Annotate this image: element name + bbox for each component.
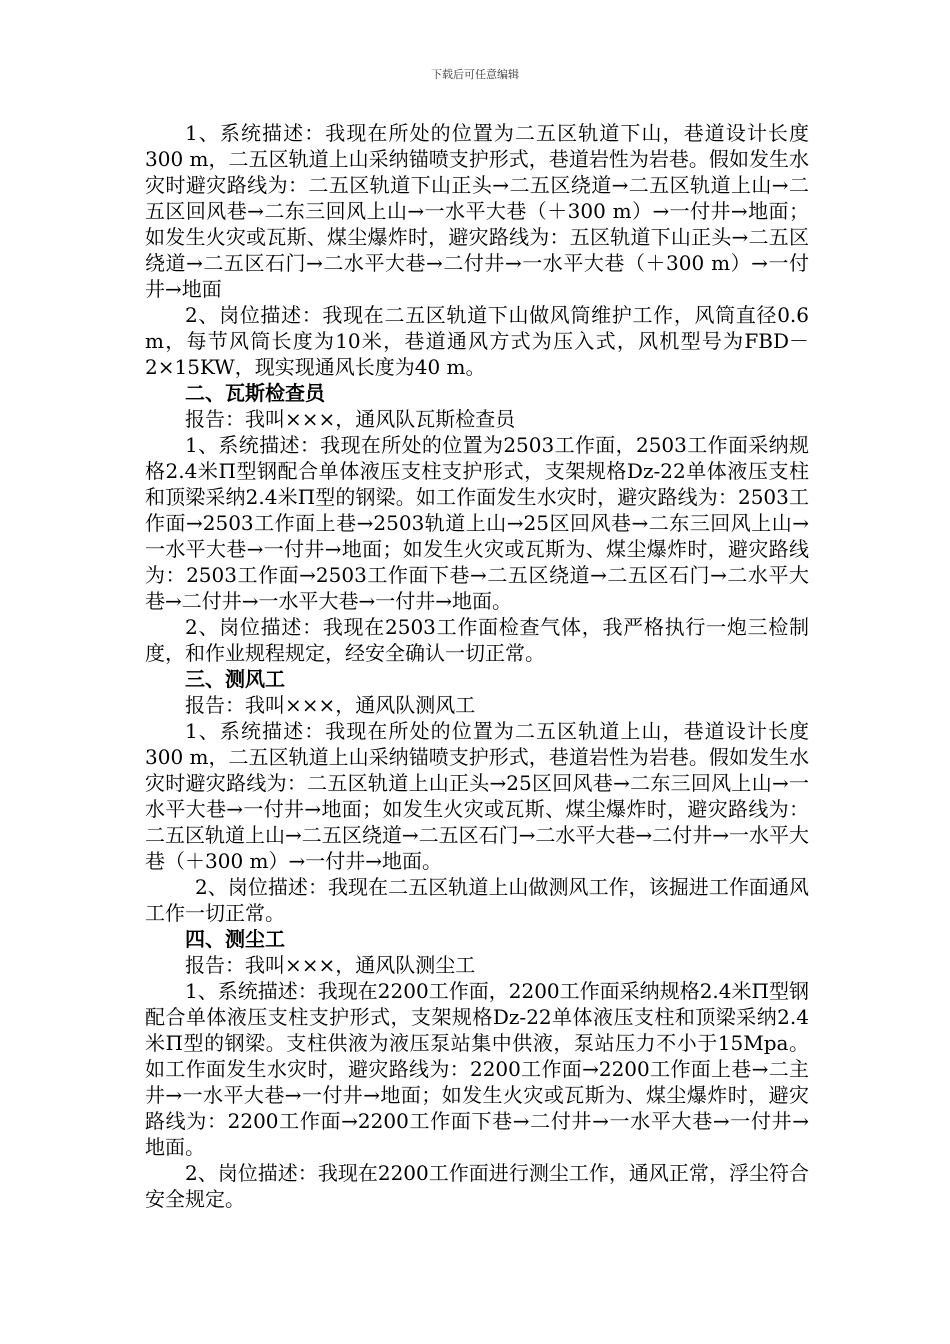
section-heading-wind-measurer: 三、测风工 <box>185 667 285 691</box>
paragraph-system-description-2: 1、系统描述：我现在所处的位置为2503工作面，2503工作面采纳规格2.4米Π型钢配合单体液压支柱支护形式，支架规格Dz-22单体液压支柱和顶梁采纳2.4米Π型的钢梁。如工作面发生水灾时，避灾路线为：2503工作面→2503工作面上巷→2503轨道上山→25区回风巷→二东三回风上山→一水平大巷→一付井→地面；如发生火灾或瓦斯为、煤尘爆炸时，避灾路线为：2503工作面→2503工作面下巷→二五区绕道→二五区石门→二水平大巷→二付井→一水平大巷→一付井→地面。 <box>145 433 809 613</box>
paragraph-post-description-1: 2、岗位描述：我现在二五区轨道下山做风筒维护工作，风筒直径0.6 m，每节风筒长度为10米，巷道通风方式为压入式，风机型号为FBD－2×15KW，现实现通风长度为40 m。 <box>145 303 809 379</box>
paragraph-post-description-2: 2、岗位描述：我现在2503工作面检查气体，我严格执行一炮三检制度，和作业规程规定，经安全确认一切正常。 <box>145 615 809 665</box>
paragraph-report-gas-inspector: 报告：我叫×××，通风队瓦斯检查员 <box>185 407 516 431</box>
page-header: 下载后可任意编辑 <box>431 68 519 81</box>
paragraph-system-description-1: 1、系统描述：我现在所处的位置为二五区轨道下山，巷道设计长度300 m，二五区轨道上山采纳锚喷支护形式，巷道岩性为岩巷。假如发生水灾时避灾路线为：二五区轨道下山正头→二五区绕道→二五区轨道上山→二五区回风巷→二东三回风上山→一水平大巷（＋300 m）→一付井→地面；如发生火灾或瓦斯、煤尘爆炸时，避灾路线为：五区轨道下山正头→二五区绕道→二五区石门→二水平大巷→二付井→一水平大巷（＋300 m）→一付井→地面 <box>145 121 809 301</box>
document-body <box>145 120 809 1212</box>
paragraph-post-description-3: 2、岗位描述：我现在二五区轨道上山做测风工作，该掘进工作面通风工作一切正常。 <box>145 875 809 925</box>
paragraph-system-description-4: 1、系统描述：我现在2200工作面，2200工作面采纳规格2.4米Π型钢配合单体液压支柱支护形式，支架规格Dz-22单体液压支柱和顶梁采纳2.4米Π型的钢梁。支柱供液为液压泵站集中供液，泵站压力不小于15Mpa。如工作面发生水灾时，避灾路线为：2200工作面→2200工作面上巷→二主井→一水平大巷→一付井→地面；如发生火灾或瓦斯为、煤尘爆炸时，避灾路线为：2200工作面→2200工作面下巷→二付井→一水平大巷→一付井→地面。 <box>145 979 809 1159</box>
paragraph-post-description-4: 2、岗位描述：我现在2200工作面进行测尘工作，通风正常，浮尘符合安全规定。 <box>145 1161 809 1211</box>
paragraph-report-wind-measurer: 报告：我叫×××，通风队测风工 <box>185 693 476 717</box>
paragraph-system-description-3: 1、系统描述：我现在所处的位置为二五区轨道上山，巷道设计长度300 m，二五区轨道上山采纳锚喷支护形式，巷道岩性为岩巷。假如发生水灾时避灾路线为：二五区轨道上山正头→25区回风巷→二东三回风上山→一水平大巷→一付井→地面；如发生火灾或瓦斯、煤尘爆炸时，避灾路线为：二五区轨道上山→二五区绕道→二五区石门→二水平大巷→二付井→一水平大巷（＋300 m）→一付井→地面。 <box>145 719 809 873</box>
paragraph-report-dust-measurer: 报告：我叫×××，通风队测尘工 <box>185 953 476 977</box>
section-heading-gas-inspector: 二、瓦斯检查员 <box>185 381 325 405</box>
section-heading-dust-measurer: 四、测尘工 <box>185 927 285 951</box>
